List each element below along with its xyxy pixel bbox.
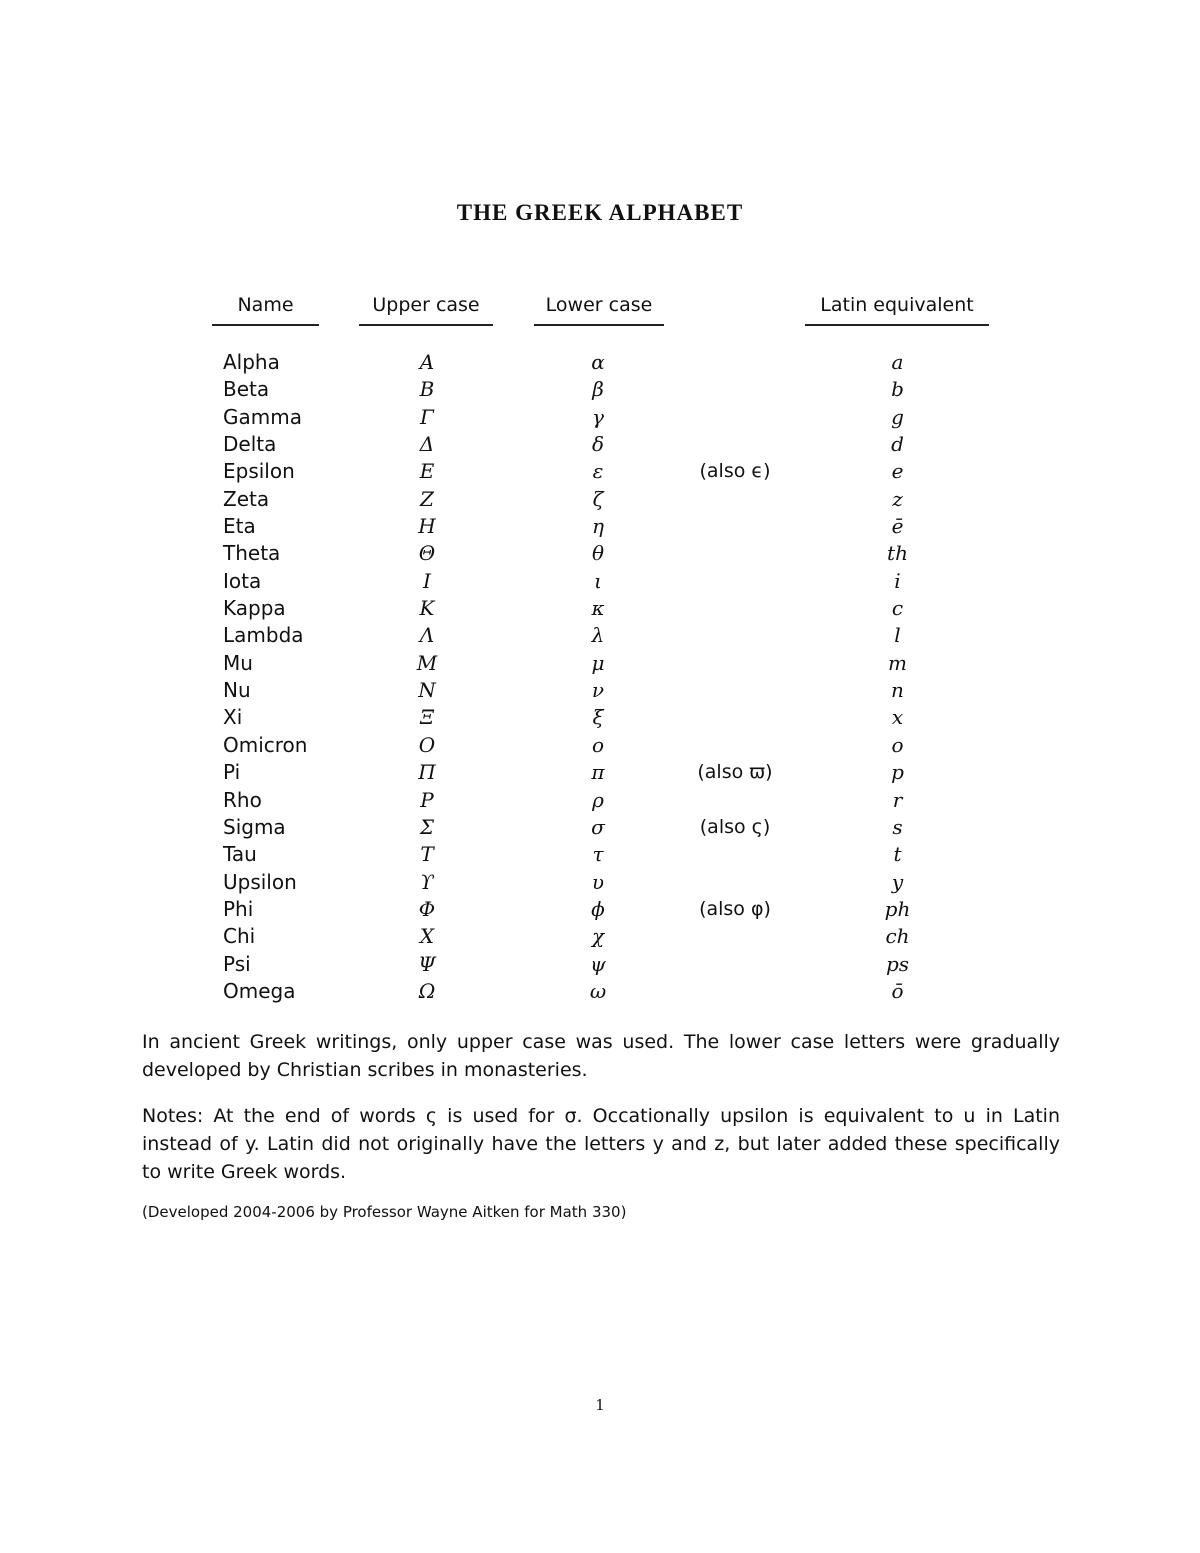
lower-case-letter: υ — [591, 869, 605, 894]
table-row — [0, 704, 1200, 731]
upper-case-letter: Γ — [420, 404, 434, 429]
latin-equivalent: b — [891, 377, 904, 402]
table-row — [0, 568, 1200, 595]
table-row — [0, 622, 1200, 649]
table-row — [0, 458, 1200, 485]
table-row — [0, 540, 1200, 567]
table-row — [0, 431, 1200, 458]
latin-equivalent: a — [891, 350, 904, 374]
letter-name: Omicron — [223, 732, 308, 757]
latin-equivalent: r — [892, 787, 903, 812]
letter-name: Theta — [223, 541, 281, 566]
lower-case-letter: β — [592, 377, 604, 402]
upper-case-letter: Φ — [418, 896, 436, 921]
upper-case-letter: O — [418, 732, 436, 757]
upper-case-letter: K — [419, 596, 435, 621]
table-row — [0, 513, 1200, 540]
page-title: THE GREEK ALPHABET — [456, 200, 744, 225]
alphabet-table — [0, 349, 1200, 1005]
letter-name: Nu — [223, 678, 251, 703]
letter-name: Pi — [223, 760, 241, 785]
upper-case-letter: ϒ — [420, 869, 434, 894]
upper-case-letter: Ψ — [418, 951, 436, 976]
table-row — [0, 595, 1200, 622]
upper-case-letter: T — [420, 842, 434, 867]
variant-note: (also ς) — [699, 815, 771, 838]
letter-name: Mu — [223, 650, 253, 675]
letter-name: Xi — [223, 705, 243, 730]
upper-case-letter: Ω — [418, 978, 436, 1003]
column-header-latin-equivalent: Latin equivalent — [805, 294, 989, 326]
lower-case-letter: ν — [591, 678, 605, 703]
upper-case-letter: I — [423, 568, 431, 593]
table-row — [0, 759, 1200, 786]
upper-case-letter: Π — [418, 760, 436, 785]
latin-equivalent: m — [888, 650, 907, 675]
letter-name: Sigma — [223, 814, 286, 839]
lower-case-letter: μ — [591, 650, 605, 675]
latin-equivalent: x — [891, 705, 904, 730]
table-row — [0, 732, 1200, 759]
page-number: 1 — [595, 1396, 605, 1414]
lower-case-letter: ω — [589, 978, 607, 1003]
lower-case-letter: ψ — [590, 951, 606, 976]
upper-case-letter: M — [416, 650, 438, 675]
lower-case-letter: τ — [592, 842, 604, 867]
lower-case-letter: ζ — [592, 486, 604, 511]
letter-name: Rho — [223, 787, 262, 812]
letter-name: Tau — [223, 842, 257, 867]
letter-name: Lambda — [223, 623, 304, 648]
lower-case-letter: ξ — [592, 705, 604, 730]
upper-case-letter: X — [419, 924, 435, 949]
latin-equivalent: th — [887, 541, 908, 566]
table-row — [0, 787, 1200, 814]
upper-case-letter: N — [418, 678, 436, 703]
latin-equivalent: g — [891, 404, 904, 429]
latin-equivalent: d — [891, 432, 904, 457]
upper-case-letter: Λ — [419, 623, 435, 648]
letter-name: Eta — [223, 514, 256, 539]
latin-equivalent: s — [892, 814, 903, 839]
variant-note: (also ϵ) — [699, 460, 771, 483]
letter-name: Omega — [223, 978, 296, 1003]
letter-name: Upsilon — [223, 869, 297, 894]
upper-case-letter: Θ — [418, 541, 436, 566]
latin-equivalent: e — [891, 459, 904, 484]
lower-case-letter: δ — [591, 432, 605, 457]
table-row — [0, 404, 1200, 431]
upper-case-letter: A — [419, 350, 435, 374]
upper-case-letter: P — [420, 787, 434, 812]
paragraph-notes: Notes: At the end of words ς is used for σ. Occationally upsilon is equivalent to u in Latin instead of y. Latin did not originally have the letters y and z, but later added these specifically to write Greek words. — [142, 1105, 1060, 1183]
lower-case-letter: χ — [591, 924, 605, 949]
lower-case-letter: ι — [594, 568, 602, 593]
latin-equivalent: ps — [885, 951, 910, 976]
letter-name: Epsilon — [223, 459, 295, 484]
latin-equivalent: y — [891, 869, 904, 894]
variant-note: (also ϖ) — [697, 761, 773, 784]
latin-equivalent: i — [894, 568, 901, 593]
letter-name: Chi — [223, 924, 256, 949]
lower-case-letter: π — [591, 760, 605, 785]
latin-equivalent: t — [893, 842, 902, 867]
column-header-lower-case: Lower case — [534, 294, 664, 326]
table-row — [0, 896, 1200, 923]
upper-case-letter: Σ — [419, 814, 435, 839]
latin-equivalent: n — [891, 678, 904, 703]
lower-case-letter: σ — [591, 814, 605, 839]
letter-name: Gamma — [223, 404, 302, 429]
latin-equivalent: c — [891, 596, 904, 621]
lower-case-letter: γ — [592, 404, 604, 429]
latin-equivalent: o — [891, 732, 904, 757]
lower-case-letter: λ — [591, 623, 605, 648]
table-row — [0, 869, 1200, 896]
lower-case-letter: α — [591, 350, 605, 374]
table-row — [0, 951, 1200, 978]
table-row — [0, 486, 1200, 513]
lower-case-letter: κ — [591, 596, 605, 621]
letter-name: Zeta — [223, 486, 270, 511]
letter-name: Iota — [223, 568, 262, 593]
table-row — [0, 650, 1200, 677]
table-row — [0, 978, 1200, 1005]
table-row — [0, 814, 1200, 841]
upper-case-letter: E — [419, 459, 435, 484]
lower-case-letter: ϕ — [591, 896, 605, 921]
paragraph-history: In ancient Greek writings, only upper case was used. The lower case letters were gradually developed by Christian scribes in monasteries. — [142, 1031, 1060, 1081]
table-row — [0, 841, 1200, 868]
table-row — [0, 677, 1200, 704]
table-row — [0, 923, 1200, 950]
upper-case-letter: H — [418, 514, 436, 539]
upper-case-letter: Ξ — [419, 705, 435, 730]
letter-name: Beta — [223, 377, 270, 402]
lower-case-letter: θ — [591, 541, 605, 566]
latin-equivalent: p — [891, 760, 904, 785]
column-header-name: Name — [212, 294, 319, 326]
letter-name: Delta — [223, 432, 277, 457]
latin-equivalent: l — [894, 623, 901, 648]
latin-equivalent: ph — [884, 896, 911, 921]
upper-case-letter: Z — [420, 486, 434, 511]
latin-equivalent: ē — [891, 514, 904, 539]
lower-case-letter: η — [592, 514, 604, 539]
credit-line: (Developed 2004-2006 by Professor Wayne Aitken for Math 330) — [142, 1203, 627, 1221]
table-row — [0, 376, 1200, 403]
lower-case-letter: o — [591, 732, 605, 757]
letter-name: Phi — [223, 896, 254, 921]
upper-case-letter: B — [419, 377, 435, 402]
column-header-upper-case: Upper case — [359, 294, 493, 326]
letter-name: Alpha — [223, 350, 280, 374]
letter-name: Psi — [223, 951, 251, 976]
letter-name: Kappa — [223, 596, 286, 621]
latin-equivalent: ō — [891, 978, 904, 1003]
latin-equivalent: ch — [885, 924, 910, 949]
table-row — [0, 349, 1200, 376]
latin-equivalent: z — [892, 486, 903, 511]
lower-case-letter: ε — [592, 459, 604, 484]
lower-case-letter: ρ — [592, 787, 604, 812]
variant-note: (also φ) — [699, 897, 771, 920]
upper-case-letter: Δ — [419, 432, 435, 457]
